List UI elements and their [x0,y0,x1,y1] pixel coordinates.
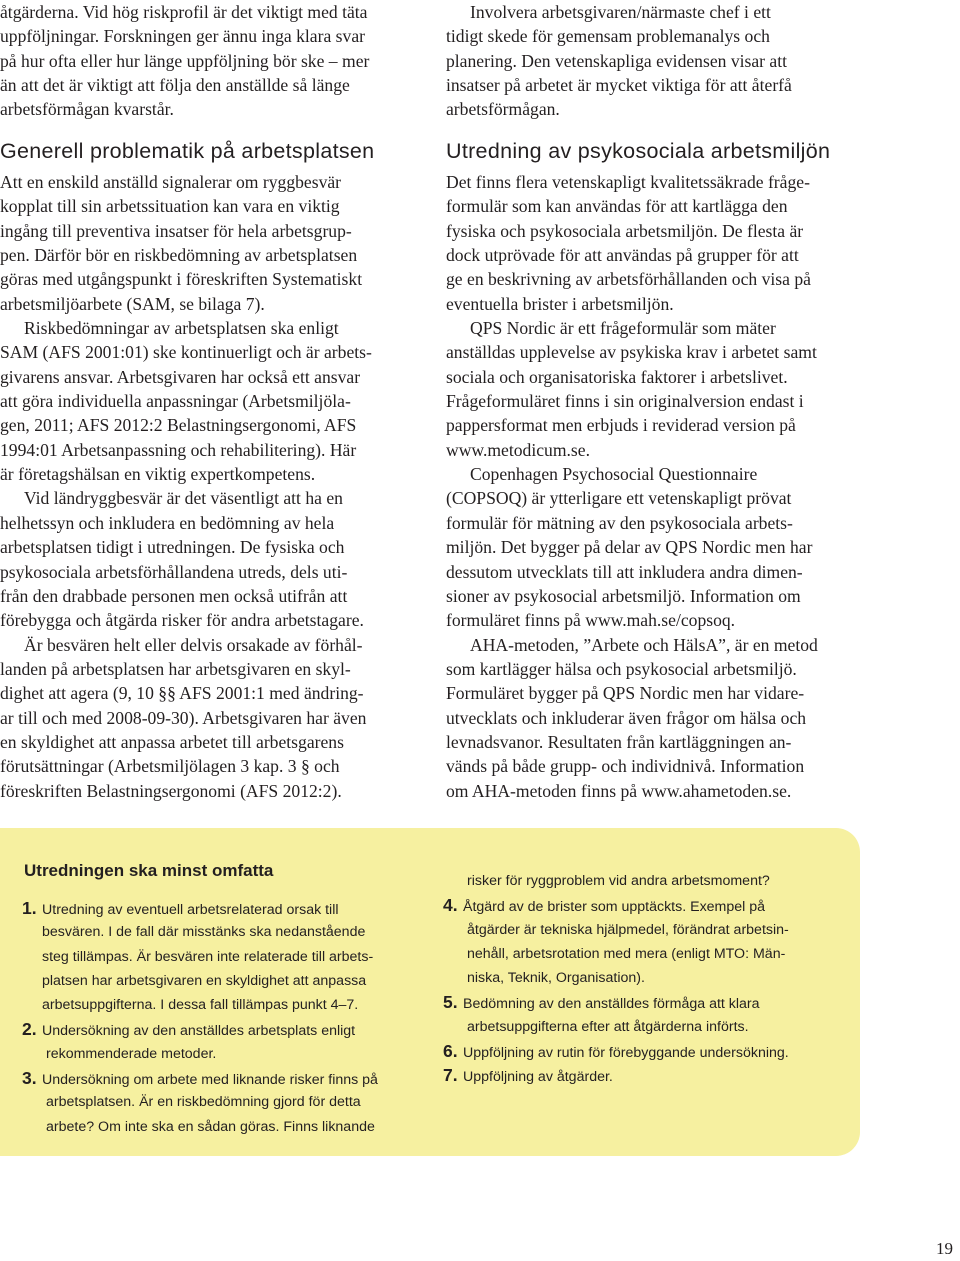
text-line: dighet att agera (9, 10 §§ AFS 2001:1 med ändring- [0,683,364,704]
text-line: Copenhagen Psychosocial Questionnaire [470,464,758,485]
text-line: SAM (AFS 2001:01) ske kontinuerligt och är arbets- [0,342,372,363]
list-text: Åtgärd av de brister som upptäckts. Exempel på [463,899,766,916]
section-heading-workplace: Generell problematik på arbetsplatsen [0,139,375,163]
list-text: arbete? Om inte ska en sådan göras. Finns liknande [46,1118,375,1135]
list-number: 3. [22,1068,37,1089]
list-text: Utredning av eventuell arbetsrelaterad orsak till [42,902,339,918]
text-line: Vid ländryggbesvär är det väsentligt att ha en [24,488,343,509]
list-text: Undersökning om arbete med liknande risker finns på [42,1072,378,1089]
list-text: arbetsplatsen. Är en riskbedömning gjord för detta [46,1094,361,1111]
text-line: ingång till preventiva insatser för hela arbetsgrup- [0,220,352,241]
list-text: niska, Teknik, Organisation). [467,970,645,987]
text-line: landen på arbetsplatsen har arbetsgivaren en skyl- [0,658,351,679]
text-line: 1994:01 Arbetsanpassning och rehabilitering). Här [0,439,357,460]
text-line: Är besvären helt eller delvis orsakade av förhål- [24,634,363,655]
text-line: formulär för mätning av den psykosociala arbets- [446,512,793,533]
text-line: från den drabbade personen men också utifrån att [0,585,348,606]
list-text: steg tillämpas. Är besvären inte relaterade till arbets- [42,948,374,965]
list-text: nehåll, arbetsrotation med mera (enligt MTO: Män- [467,945,786,962]
left-body [0,170,392,803]
text-line: sociala och organisatoriska faktorer i arbetslivet. [446,366,788,387]
list-item [22,945,427,969]
list-item [22,969,427,993]
list-text: Undersökning av den anställdes arbetsplats enligt [42,1023,356,1040]
list-item [22,920,427,944]
list-item [443,990,843,1014]
text-line: (COPSOQ) är ytterligare ett vetenskapligt prövat [446,488,792,509]
text-line: planering. Den vetenskapliga evidensen visar att [446,50,788,71]
page-number: 19 [936,1239,953,1258]
list-item [22,993,427,1017]
text-line: pen. Därför bör en riskbedömning av arbetsplatsen [0,245,358,266]
text-line: arbetsmiljöarbete (SAM, se bilaga 7). [0,293,265,314]
list-item [443,918,843,942]
text-line: psykosociala arbetsförhållandena utreds, dels uti- [0,561,348,582]
text-line: fysiska och psykosociala arbetsmiljön. De flesta är [446,220,804,241]
text-line: arbetsförmågan kvarstår. [0,99,174,120]
text-line: Involvera arbetsgivaren/närmaste chef i ett [470,2,771,22]
text-line: miljön. Det bygger på delar av QPS Nordic men har [446,537,813,558]
text-line: arbetsförmågan. [446,99,560,120]
list-item [443,869,843,893]
text-line: Det finns flera vetenskapligt kvalitetssäkrade fråge- [446,172,810,192]
text-line: AHA-metoden, ”Arbete och HälsA”, är en metod [470,634,818,655]
text-line: insatser på arbetet är mycket viktiga för att återfå [446,75,792,96]
text-line: på hur ofta eller hur länge uppföljning bör ske – mer [0,50,370,71]
text-line: göras med utgångspunkt i föreskriften Systematiskt [0,269,363,290]
list-item [22,1017,427,1041]
list-text: besvären. I de fall där misstänks ska nedanstående [42,924,366,941]
text-line: än att det är viktigt att följa den anställde så länge [0,75,350,96]
list-item [22,896,427,920]
list-text: arbetsuppgifterna. I dessa fall tillämpas punkt 4–7. [42,997,359,1014]
text-line: som kartlägger hälsa och psykosocial arbetsmiljö. [446,658,797,679]
text-line: ge en beskrivning av arbetsförhållanden och visa på [446,269,811,290]
text-line: arbetsplatsen tidigt i utredningen. De fysiska och [0,537,345,558]
text-line: dessutom utvecklats till att inkludera andra dimen- [446,561,803,582]
text-line: formuläret finns på www.mah.se/copsoq. [446,610,736,631]
text-line: utvecklats och inkluderar även frågor om hälsa och [446,707,807,728]
text-line: förutsättningar (Arbetsmiljölagen 3 kap. 3 § och [0,756,340,777]
right-intro [446,0,866,122]
text-line: eventuella brister i arbetsmiljön. [446,293,674,314]
info-box-title: Utredningen ska minst omfatta [24,861,274,880]
text-line: Frågeformuläret finns i sin originalversion endast i [446,391,804,412]
info-box-left-list [22,896,427,1139]
text-line: föreskriften Belastningsergonomi (AFS 2012:2). [0,780,342,801]
text-line: Att en enskild anställd signalerar om ryggbesvär [0,172,342,192]
text-line: helhetssyn och inkludera en bedömning av hela [0,512,335,533]
list-text: Bedömning av den anställdes förmåga att klara [463,996,760,1013]
text-line: gen, 2011; AFS 2012:2 Belastningsergonomi, AFS [0,415,357,436]
text-line: åtgärderna. Vid hög riskprofil är det viktigt med täta [0,2,368,22]
list-item [443,1015,843,1039]
text-line: att göra individuella anpassningar (Arbetsmiljöla- [0,391,351,412]
section-heading-psychosocial: Utredning av psykosociala arbetsmiljön [446,139,831,163]
list-number: 7. [443,1065,458,1086]
list-item [443,942,843,966]
text-line: om AHA-metoden finns på www.ahametoden.se. [446,780,792,801]
left-intro [0,0,369,122]
text-line: levnadsvanor. Resultaten från kartläggningen an- [446,731,792,752]
right-body [446,170,866,803]
link-metodicum: www.metodicum.se. [446,439,590,460]
text-line: givarens ansvar. Arbetsgivaren har också ett ansvar [0,366,361,387]
list-text: arbetsuppgifterna efter att åtgärderna införts. [467,1018,749,1035]
list-text: åtgärder är tekniska hjälpmedel, förändrat arbetsin- [467,921,789,938]
list-text: platsen har arbetsgivaren en skyldighet att anpassa [42,972,367,989]
info-box-right-list [443,869,843,1088]
list-text: Uppföljning av åtgärder. [463,1069,613,1086]
list-item [22,1042,427,1066]
text-line: förebygga och åtgärda risker för andra arbetstagare. [0,610,364,631]
list-item [22,1090,427,1114]
list-item [443,1039,843,1063]
list-item [443,966,843,990]
list-number: 6. [443,1041,458,1062]
list-item [22,1066,427,1090]
text-line: är företagshälsan en viktig expertkompetens. [0,464,316,485]
list-number: 2. [22,1019,37,1040]
list-number: 4. [443,895,458,916]
list-item [443,1063,843,1087]
text-line: uppföljningar. Forskningen ger ännu inga klara svar [0,26,365,47]
text-line: QPS Nordic är ett frågeformulär som mäter [470,318,776,339]
list-text: risker för ryggproblem vid andra arbetsmoment? [467,873,770,889]
text-line: formulär som kan användas för att kartlägga den [446,196,788,217]
text-line: Formuläret bygger på QPS Nordic men har vidare- [446,683,805,704]
list-item [443,893,843,917]
text-line: en skyldighet att anpassa arbetet till arbetsgarens [0,731,344,752]
list-number: 5. [443,992,458,1013]
text-line: tidigt skede för gemensam problemanalys och [446,26,770,47]
list-text: rekommenderade metoder. [46,1045,217,1062]
text-line: kopplat till sin arbetssituation kan vara en viktig [0,196,340,217]
list-text: Uppföljning av rutin för förebyggande undersökning. [463,1045,789,1062]
text-line: ar till och med 2008-09-30). Arbetsgivaren har även [0,707,367,728]
text-line: anställdas upplevelse av psykiska krav i arbetet samt [446,342,817,363]
text-line: vänds på både grupp- och individnivå. Information [446,756,805,777]
list-number: 1. [22,898,37,918]
text-line: sioner av psykosocial arbetsmiljö. Information om [446,585,801,606]
text-line: dock utprövade för att användas på grupper för att [446,245,799,266]
text-line: pappersformat men erbjuds i reviderad version på [446,415,796,436]
list-item [22,1115,427,1139]
text-line: Riskbedömningar av arbetsplatsen ska enligt [24,318,339,339]
